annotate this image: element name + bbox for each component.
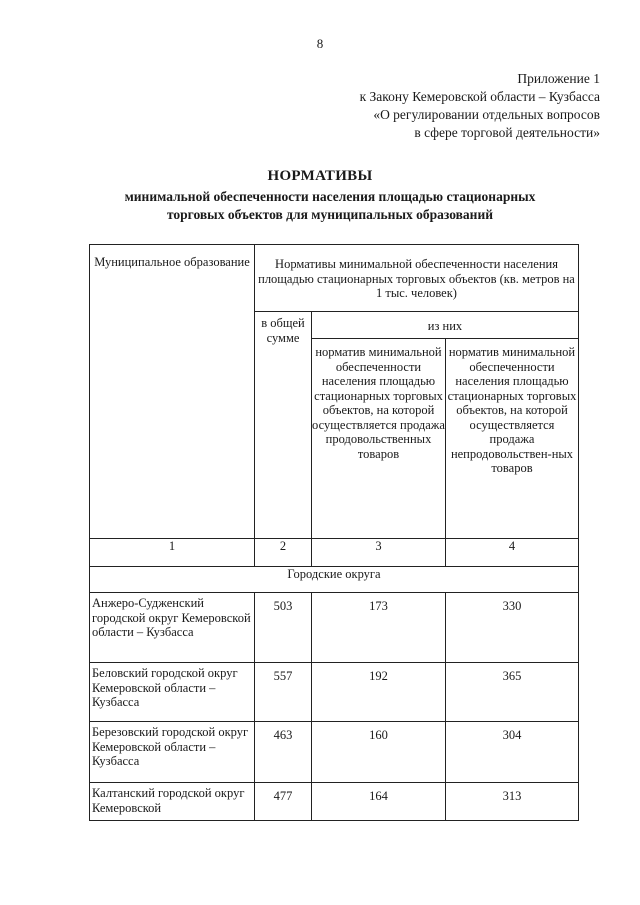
header-total: в общей сумме bbox=[255, 312, 312, 539]
table-row bbox=[90, 783, 579, 821]
table-row bbox=[90, 663, 579, 722]
column-number: 1 bbox=[90, 539, 255, 567]
municipality-name: Анжеро-Судженский городской округ Кемеровской области – Кузбасса bbox=[90, 593, 255, 663]
food-value: 173 bbox=[312, 593, 446, 663]
total-value: 557 bbox=[255, 663, 312, 722]
norms-table bbox=[89, 244, 579, 821]
nonfood-value: 313 bbox=[446, 783, 579, 821]
table-row bbox=[90, 722, 579, 783]
header-of-them: из них bbox=[312, 312, 579, 339]
total-value: 503 bbox=[255, 593, 312, 663]
header-nonfood: норматив минимальной обеспеченности населения площадью стационарных торговых объектов, на которой осуществляется продажа непродовольствен-ных товаров bbox=[446, 339, 579, 539]
total-value: 477 bbox=[255, 783, 312, 821]
nonfood-value: 304 bbox=[446, 722, 579, 783]
appendix-block bbox=[360, 70, 600, 142]
nonfood-value: 330 bbox=[446, 593, 579, 663]
document-subtitle bbox=[60, 188, 600, 224]
food-value: 164 bbox=[312, 783, 446, 821]
table-row bbox=[90, 593, 579, 663]
column-number: 2 bbox=[255, 539, 312, 567]
municipality-name: Калтанский городской округ Кемеровской bbox=[90, 783, 255, 821]
page-number: 8 bbox=[316, 36, 324, 51]
appendix-line: «О регулировании отдельных вопросов bbox=[373, 107, 600, 122]
appendix-line: Приложение 1 bbox=[517, 71, 600, 86]
subtitle-line: минимальной обеспеченности населения площадью стационарных bbox=[124, 189, 536, 204]
total-value: 463 bbox=[255, 722, 312, 783]
header-municipality: Муниципальное образование bbox=[90, 245, 255, 539]
municipality-name: Беловский городской округ Кемеровской области – Кузбасса bbox=[90, 663, 255, 722]
section-header: Городские округа bbox=[90, 567, 579, 593]
food-value: 160 bbox=[312, 722, 446, 783]
appendix-line: в сфере торговой деятельности» bbox=[414, 125, 600, 140]
nonfood-value: 365 bbox=[446, 663, 579, 722]
column-number: 3 bbox=[312, 539, 446, 567]
food-value: 192 bbox=[312, 663, 446, 722]
municipality-name: Березовский городской округ Кемеровской области – Кузбасса bbox=[90, 722, 255, 783]
header-norms: Нормативы минимальной обеспеченности населения площадью стационарных торговых объектов (кв. метров на 1 тыс. человек) bbox=[255, 245, 579, 312]
subtitle-line: торговых объектов для муниципальных образований bbox=[166, 207, 494, 222]
document-title: НОРМАТИВЫ bbox=[267, 168, 373, 184]
appendix-line: к Закону Кемеровской области – Кузбасса bbox=[359, 89, 600, 104]
column-number: 4 bbox=[446, 539, 579, 567]
header-food: норматив минимальной обеспеченности населения площадью стационарных торговых объектов, на которой осуществляется продажа продовольственных товаров bbox=[312, 339, 446, 539]
